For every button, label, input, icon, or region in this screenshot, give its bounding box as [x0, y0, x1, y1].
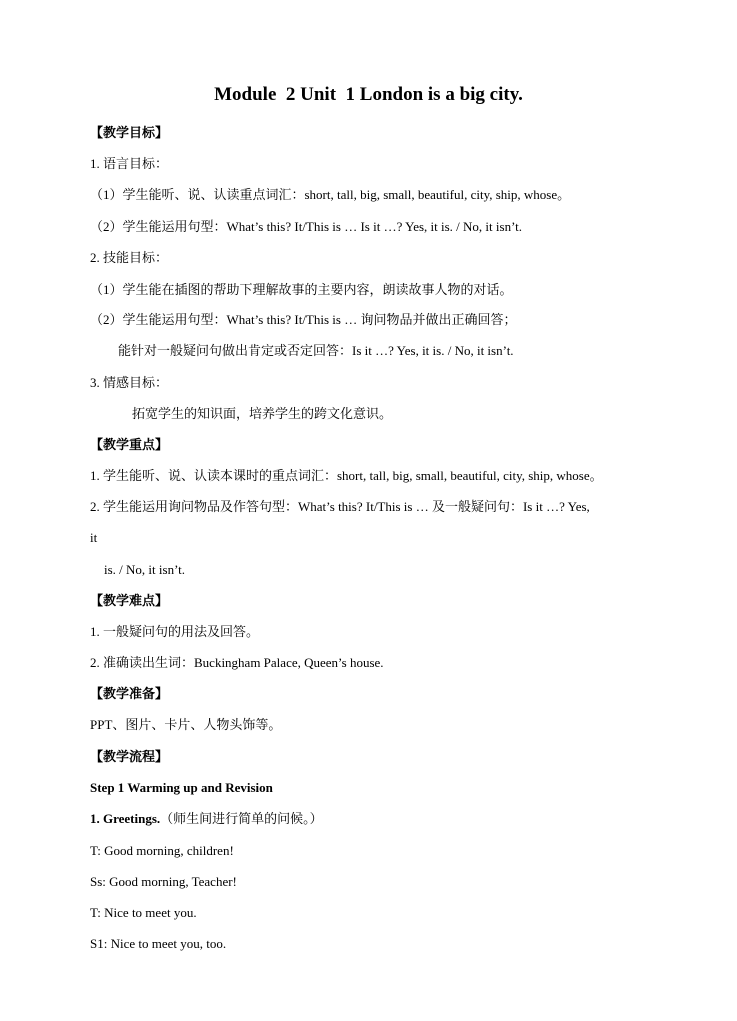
section-heading-key-points: 【教学重点】	[90, 437, 169, 452]
section-heading-difficulties: 【教学难点】	[90, 593, 169, 608]
objective-skill: 2. 技能目标：	[90, 250, 169, 265]
greetings-note: （师生间进行简单的问候。）	[160, 811, 323, 826]
key-point-2-cont: is. / No, it isn’t.	[104, 562, 186, 577]
dialog-line: Ss: Good morning, Teacher!	[90, 874, 237, 889]
objective-language-1: （1）学生能听、说、认读重点词汇：short, tall, big, small, beautiful, city, ship, whose。	[90, 187, 571, 202]
preparation-text: PPT、图片、卡片、人物头饰等。	[90, 717, 282, 732]
section-heading-preparation: 【教学准备】	[90, 686, 169, 701]
section-heading-objectives: 【教学目标】	[90, 125, 169, 140]
dialog-line: S1: Nice to meet you, too.	[90, 936, 227, 951]
objective-emotion-1: 拓宽学生的知识面，培养学生的跨文化意识。	[132, 406, 393, 421]
dialog-line: T: Good morning, children!	[90, 843, 234, 858]
objective-skill-2: （2）学生能运用句型：What’s this? It/This is … 询问物品并做出正确回答；	[90, 312, 517, 327]
key-point-2: 2. 学生能运用询问物品及作答句型：What’s this? It/This is … 及一般疑问句：Is it …? Yes,	[90, 499, 590, 514]
key-point-1: 1. 学生能听、说、认读本课时的重点词汇：short, tall, big, small, beautiful, city, ship, whose。	[90, 468, 603, 483]
document-title: Module 2 Unit 1 London is a big city.	[214, 84, 523, 105]
difficulty-1: 1. 一般疑问句的用法及回答。	[90, 624, 260, 639]
dialog-line: T: Nice to meet you.	[90, 905, 197, 920]
step-1-heading: Step 1 Warming up and Revision	[90, 780, 273, 795]
greetings-label: 1. Greetings.	[90, 811, 161, 826]
key-point-2-wrap: it	[90, 530, 98, 545]
objective-emotion: 3. 情感目标：	[90, 375, 169, 390]
objective-language-2: （2）学生能运用句型：What’s this? It/This is … Is it …? Yes, it is. / No, it isn’t.	[90, 219, 523, 234]
objective-skill-2-cont: 能针对一般疑问句做出肯定或否定回答：Is it …? Yes, it is. / No, it isn’t.	[118, 343, 514, 358]
objective-skill-1: （1）学生能在插图的帮助下理解故事的主要内容，朗读故事人物的对话。	[90, 282, 513, 297]
greetings-line	[90, 810, 323, 828]
objective-language: 1. 语言目标：	[90, 156, 169, 171]
difficulty-2: 2. 准确读出生词：Buckingham Palace, Queen’s house.	[90, 655, 384, 670]
section-heading-process: 【教学流程】	[90, 749, 169, 764]
